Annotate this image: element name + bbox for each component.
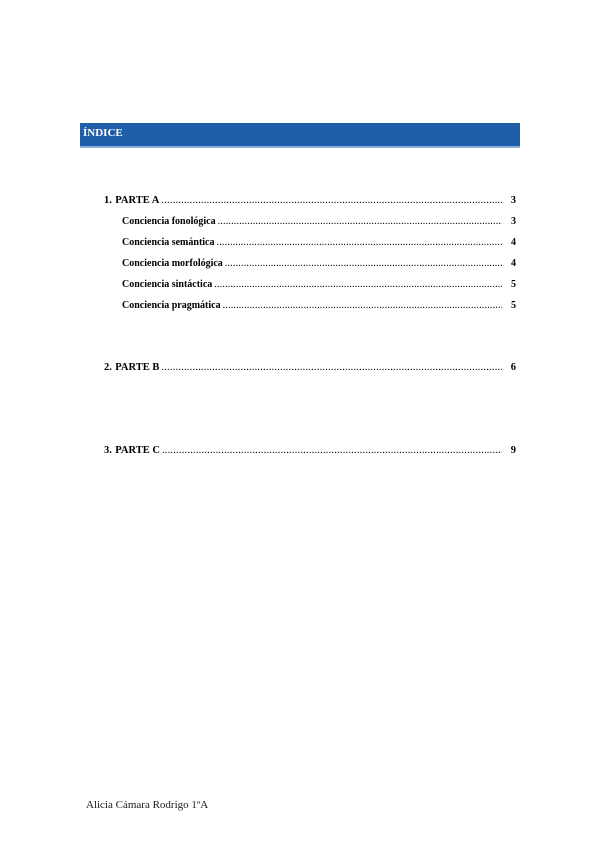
toc-entry-conciencia-semantica[interactable] [122,237,516,248]
toc-page-number: 4 [511,258,516,269]
toc-entry-parte-c[interactable] [104,445,516,456]
toc-entry-conciencia-fonologica[interactable] [122,216,516,227]
toc-leader-dots [223,300,502,311]
index-header-bar [80,123,520,148]
toc-label: Conciencia pragmática [122,300,221,311]
toc-entry-conciencia-pragmatica[interactable] [122,300,516,311]
toc-entry-conciencia-sintactica[interactable] [122,279,516,290]
toc-number: 2. [104,362,112,373]
footer-author: Alicia Cámara Rodrigo 1ºA [86,799,209,811]
toc-leader-dots [214,279,502,290]
toc-page-number: 4 [511,237,516,248]
toc-entry-parte-a[interactable] [104,195,516,206]
toc-label: Conciencia semántica [122,237,215,248]
toc-label: Conciencia morfológica [122,258,223,269]
toc-page-number: 5 [511,300,516,311]
toc-page-number: 3 [510,195,516,206]
toc-label: PARTE C [115,445,160,456]
index-title: ÍNDICE [83,127,123,139]
toc-label: Conciencia sintáctica [122,279,213,290]
toc-leader-dots [161,362,502,373]
toc-page-number: 3 [511,216,516,227]
toc-leader-dots [161,195,502,206]
toc-entry-parte-b[interactable] [104,362,516,373]
toc-number: 3. [104,445,112,456]
toc-page-number: 6 [510,362,516,373]
toc-label: PARTE B [115,362,160,373]
toc-page-number: 5 [511,279,516,290]
toc-number: 1. [104,195,112,206]
toc-label: Conciencia fonológica [122,216,216,227]
toc-leader-dots [218,216,502,227]
toc-leader-dots [217,237,503,248]
toc-page-number: 9 [510,445,516,456]
toc-entry-conciencia-morfologica[interactable] [122,258,516,269]
toc-leader-dots [162,445,502,456]
toc-leader-dots [225,258,502,269]
toc-label: PARTE A [115,195,160,206]
